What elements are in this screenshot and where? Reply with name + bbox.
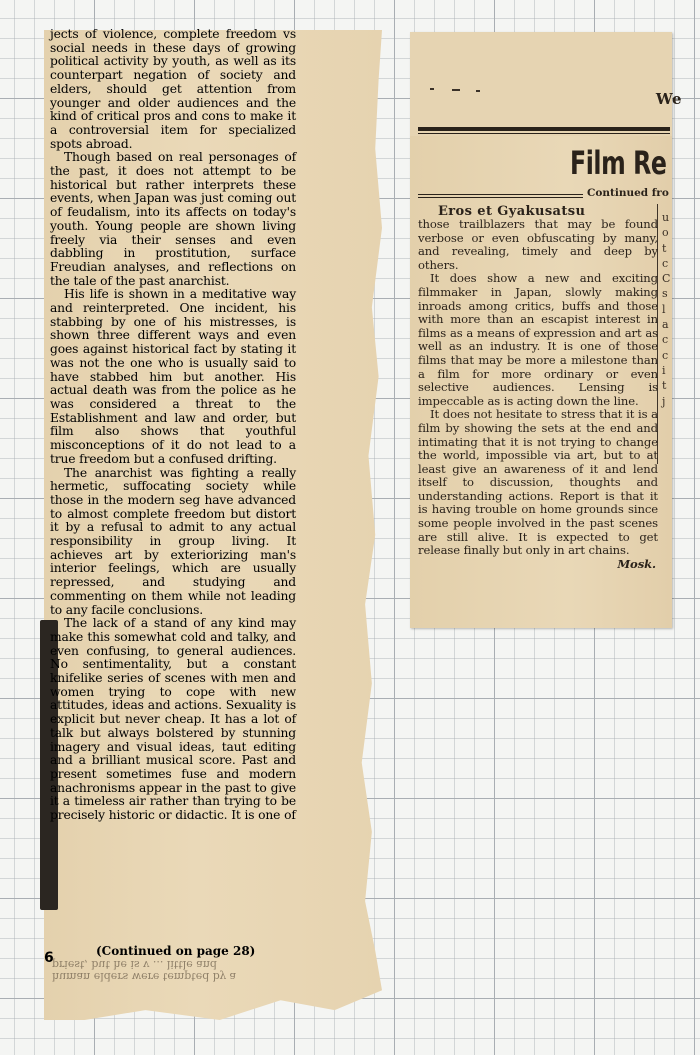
right-paragraph-1: those trailblazers that may be found verbose or even obfuscating by many, and revealing, timely and deep by others. <box>418 217 658 272</box>
margin-letter: t <box>662 379 667 393</box>
right-article-column <box>418 218 658 571</box>
bleed-through-text <box>52 958 302 982</box>
bleed-line-1: human elders were tempted by a <box>52 970 237 983</box>
print-specks <box>430 88 490 94</box>
left-paragraph-3: His life is shown in a meditative way and reinterpreted. One incident, his stabbing by one of his mistresses, is shown three different ways and even goes against historical fact by stating it was not the one who is usually said to have stabbed him but another. His actual death was from the police as he was considered a threat to the Establishment and law and order, but film also shows that youthful misconceptions of it do not lead to a true freedom but a confused drifting. <box>50 287 296 466</box>
masthead-area <box>410 32 672 136</box>
continued-from-label: Continued fro <box>587 187 669 199</box>
masthead-fragment: We <box>655 90 682 108</box>
right-paragraph-3: It does not hesitate to stress that it is a film by showing the sets at the end and intimating that it is not trying to change the world, impossible via art, but to at least give an awareness of it and lend itself to discussion, thoughts and understanding actions. Report is that it is having trouble on home grounds since some people involved in the past scenes are still alive. It is expected to get release finally but only in art chains. <box>418 407 658 558</box>
bleed-line-2: priest, but he is v ... little and <box>52 958 217 971</box>
left-paragraph-1: jects of violence, complete freedom vs social needs in these days of growing political activity by youth, as well as its counterpart negation of society and elders, should get attention from younger and older audiences and the kind of critical pros and cons to make it a controversial item for specialized spots abroad. <box>50 27 296 151</box>
section-headline: Film Re <box>570 144 667 182</box>
margin-letter: s <box>662 287 668 301</box>
adjacent-column-fragment <box>662 210 672 409</box>
film-title-subhead: Eros et Gyakusatsu <box>438 204 586 219</box>
margin-letter: o <box>662 226 669 240</box>
left-article-column <box>50 28 296 823</box>
margin-letter: i <box>662 363 666 377</box>
reviewer-signature: Mosk. <box>617 556 656 571</box>
masthead-rule-thin <box>418 133 670 134</box>
margin-letter: c <box>662 348 669 362</box>
masthead-rule-thick <box>418 127 670 131</box>
continued-note: (Continued on page 28) <box>96 944 256 958</box>
left-paragraph-4: The anarchist was fighting a really hermetic, suffocating society while those in the modern seg have advanced to almost complete freedom but distort it by a refusal to admit to any actual responsibility in group living. It achieves art by exteriorizing man's interior feelings, which are usually repressed, and studying and commenting on them while not leading to any facile conclusions. <box>50 465 296 617</box>
margin-letter: c <box>662 256 669 270</box>
margin-letter: t <box>662 241 667 255</box>
margin-letter: c <box>662 333 669 347</box>
margin-letter: j <box>662 394 666 408</box>
margin-letter: C <box>662 272 671 286</box>
right-paragraph-2: It does show a new and exciting filmmaker in Japan, slowly making inroads among critics, buffs and those with more than an escapist interest in films as a means of expression and art as well as an industry. It is one of those films that may be more a milestone than a film for more ordinary or even selective audiences. Lensing is impeccable as is acting down the line. <box>418 271 658 408</box>
headline-double-rule <box>418 194 583 198</box>
left-paragraph-5: The lack of a stand of any kind may make this somewhat cold and talky, and even confusing, to general audiences. No sentimentality, but a constant knifelike series of scenes with men and women trying to cope with new attitudes, ideas and actions. Sexuality is explicit but never cheap. It has a lot of talk but always bolstered by stunning imagery and visual ideas, taut editing and a brilliant musical score. Past and present sometimes fuse and modern anachronisms appear in the past to give it a timeless air rather than trying to be precisely historic or didactic. It is one of <box>50 616 296 823</box>
margin-letter: u <box>662 211 670 224</box>
margin-letter: l <box>662 302 666 316</box>
page-number: 6 <box>44 950 54 966</box>
margin-letter: a <box>662 318 669 332</box>
left-paragraph-2: Though based on real personages of the past, it does not attempt to be historical but rather interprets these events, when Japan was just coming out of feudalism, into its affects on today's youth. Young people are shown living freely via their senses and even dabbling in prostitution, surface Freudian analyses, and reflections on the tale of the past anarchist. <box>50 150 296 288</box>
